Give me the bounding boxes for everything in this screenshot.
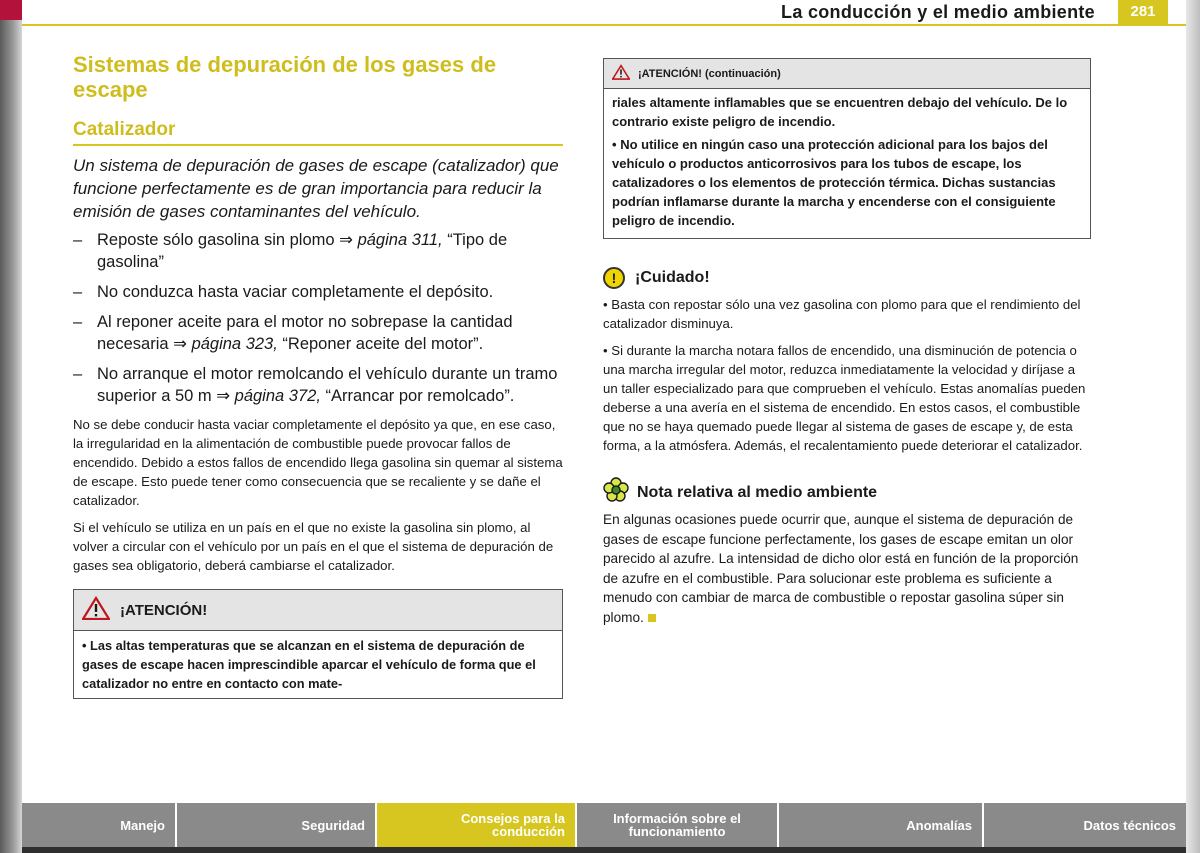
end-marker-icon bbox=[648, 614, 656, 622]
list-item bbox=[73, 311, 563, 355]
warning-body: No utilice en ningún caso una protección adicional para los bajos del vehículo o productos anticorrosivos para los tubos de escape, los catalizadores o los elementos de protección térmica. Dichas sustancias podrían inflamarse durante la marcha y encenderse con el consiguiente peligro de incendio. bbox=[612, 137, 1056, 228]
chapter-nav bbox=[22, 803, 1186, 847]
tab-label: Consejos para la conducción bbox=[460, 811, 565, 839]
arrow-icon: ⇒ bbox=[216, 387, 231, 405]
reference-title: “Tipo de gasolina” bbox=[97, 231, 508, 271]
right-column bbox=[603, 58, 1091, 627]
tab-anomalias[interactable] bbox=[779, 803, 984, 847]
bullet-marker: • bbox=[603, 343, 608, 358]
caution-text: Si durante la marcha notara fallos de encendido, una disminución de potencia o una marcha irregular del motor, reduzca inmediatamente la velocidad y diríjase a un taller especializado para que comprueben el vehículo. Estas anomalías pueden deberse a una avería en el sistema de encendido. En estos casos, el combustible que no se haya quemado puede llegar al sistema de gases de escape y, de esta forma, a la atmósfera. Además, el recalentamiento puede deteriorar el catalizador. bbox=[603, 343, 1086, 453]
caution-item bbox=[603, 341, 1091, 455]
warning-text bbox=[74, 631, 562, 698]
dash-marker: – bbox=[73, 365, 83, 383]
environment-text: En algunas ocasiones puede ocurrir que, aunque el sistema de depuración de gases de escape funcione perfectamente, los gases de escape emitan un olor parecido al azufre. La intensidad de dicho olor está en función de la proporción de azufre en el combustible. Para solucionar este problema es suficiente a menudo con cambiar de marca de combustible o repostar gasolina súper sin plomo. bbox=[603, 512, 1079, 625]
tab-label: Datos técnicos bbox=[1083, 817, 1176, 833]
section-heading: Sistemas de depuración de los gases de escape bbox=[73, 52, 497, 102]
bottom-strip bbox=[22, 847, 1186, 853]
reference-title: “Arrancar por remolcado”. bbox=[325, 387, 515, 405]
warning-continued-box bbox=[603, 58, 1091, 239]
caution-body bbox=[603, 295, 1091, 455]
caution-item bbox=[603, 295, 1091, 333]
tab-datos-tecnicos[interactable] bbox=[984, 803, 1186, 847]
item-text: No arranque el motor remolcando el vehículo durante un tramo superior a 50 m bbox=[97, 365, 558, 405]
dash-marker: – bbox=[73, 313, 83, 331]
warning-continued-header bbox=[604, 59, 1090, 89]
warning-continued-title: ¡ATENCIÓN! (continuación) bbox=[638, 67, 781, 80]
bullet-marker: • bbox=[603, 297, 608, 312]
item-text: Al reponer aceite para el motor no sobrepase la cantidad necesaria bbox=[97, 313, 513, 353]
caution-icon: ! bbox=[603, 267, 625, 289]
warning-continued-text bbox=[604, 89, 1090, 238]
body-paragraph: No se debe conducir hasta vaciar completamente el depósito ya que, en ese caso, la irregularidad en la alimentación de combustible puede provocar fallos de encendido. Debido a estos fallos de encendido llega gasolina sin quemar al sistema de escape. Esto puede tener como consecuencia que se recaliente y se dañe el catalizador. bbox=[73, 417, 563, 508]
item-text: No conduzca hasta vaciar completamente el depósito. bbox=[97, 283, 494, 301]
tab-consejos[interactable] bbox=[377, 803, 577, 847]
tab-label: Anomalías bbox=[906, 817, 972, 833]
lead-text: Un sistema de depuración de gases de escape (catalizador) que funcione perfectamente es de gran importancia para reducir la emisión de gases contaminantes del vehículo. bbox=[73, 156, 559, 221]
warning-paragraph bbox=[612, 135, 1082, 230]
tab-label: Manejo bbox=[120, 817, 165, 833]
book-spine bbox=[0, 0, 22, 853]
bullet-marker: • bbox=[82, 638, 87, 653]
body-paragraph: Si el vehículo se utiliza en un país en el que no existe la gasolina sin plomo, al volver a circular con el vehículo por un país en el que el sistema de depuración de gases sea obligatorio, deberá cambiarse el catalizador. bbox=[73, 520, 554, 573]
bullet-marker: • bbox=[612, 137, 617, 152]
tab-seguridad[interactable] bbox=[177, 803, 377, 847]
warning-header bbox=[74, 590, 562, 631]
page-reference-link[interactable]: página 323, bbox=[191, 335, 278, 353]
flower-icon bbox=[603, 477, 629, 508]
instruction-list bbox=[73, 229, 563, 407]
page-reference-link[interactable]: página 372, bbox=[234, 387, 321, 405]
item-text: Reposte sólo gasolina sin plomo bbox=[97, 231, 335, 249]
subsection-heading: Catalizador bbox=[73, 119, 563, 146]
environment-title: Nota relativa al medio ambiente bbox=[637, 483, 878, 501]
warning-title: ¡ATENCIÓN! bbox=[120, 601, 208, 619]
caution-title: ¡Cuidado! bbox=[635, 269, 710, 286]
tab-informacion[interactable] bbox=[577, 803, 779, 847]
warning-triangle-icon bbox=[82, 596, 110, 624]
list-item bbox=[73, 281, 563, 303]
dash-marker: – bbox=[73, 231, 83, 249]
spine-marker bbox=[0, 0, 22, 20]
page-edge bbox=[1186, 0, 1200, 853]
dash-marker: – bbox=[73, 283, 83, 301]
caution-text: Basta con repostar sólo una vez gasolina con plomo para que el rendimiento del catalizador disminuya. bbox=[603, 297, 1081, 331]
tab-label: Seguridad bbox=[301, 817, 365, 833]
arrow-icon: ⇒ bbox=[339, 231, 353, 249]
page-reference-link[interactable]: página 311, bbox=[357, 231, 443, 249]
caution-header bbox=[603, 267, 1091, 289]
tab-manejo[interactable] bbox=[22, 803, 177, 847]
header-rule bbox=[22, 24, 1186, 26]
tab-label: Información sobre el funcionamiento bbox=[613, 811, 741, 839]
list-item bbox=[73, 229, 563, 273]
left-column bbox=[73, 52, 563, 699]
warning-triangle-icon bbox=[612, 64, 630, 83]
warning-body: Las altas temperaturas que se alcanzan en el sistema de depuración de gases de escape hacen imprescindible aparcar el vehículo de forma que el catalizador no entre en contacto con mate- bbox=[82, 638, 536, 691]
warning-box bbox=[73, 589, 563, 699]
list-item bbox=[73, 363, 563, 407]
environment-body bbox=[603, 510, 1091, 627]
chapter-title: La conducción y el medio ambiente bbox=[781, 2, 1095, 22]
environment-header bbox=[603, 477, 1091, 508]
page-number: 281 bbox=[1118, 0, 1168, 24]
arrow-icon: ⇒ bbox=[173, 335, 187, 353]
warning-paragraph: riales altamente inflamables que se encuentren debajo del vehículo. De lo contrario existe peligro de incendio. bbox=[612, 95, 1068, 129]
reference-title: “Reponer aceite del motor”. bbox=[282, 335, 484, 353]
